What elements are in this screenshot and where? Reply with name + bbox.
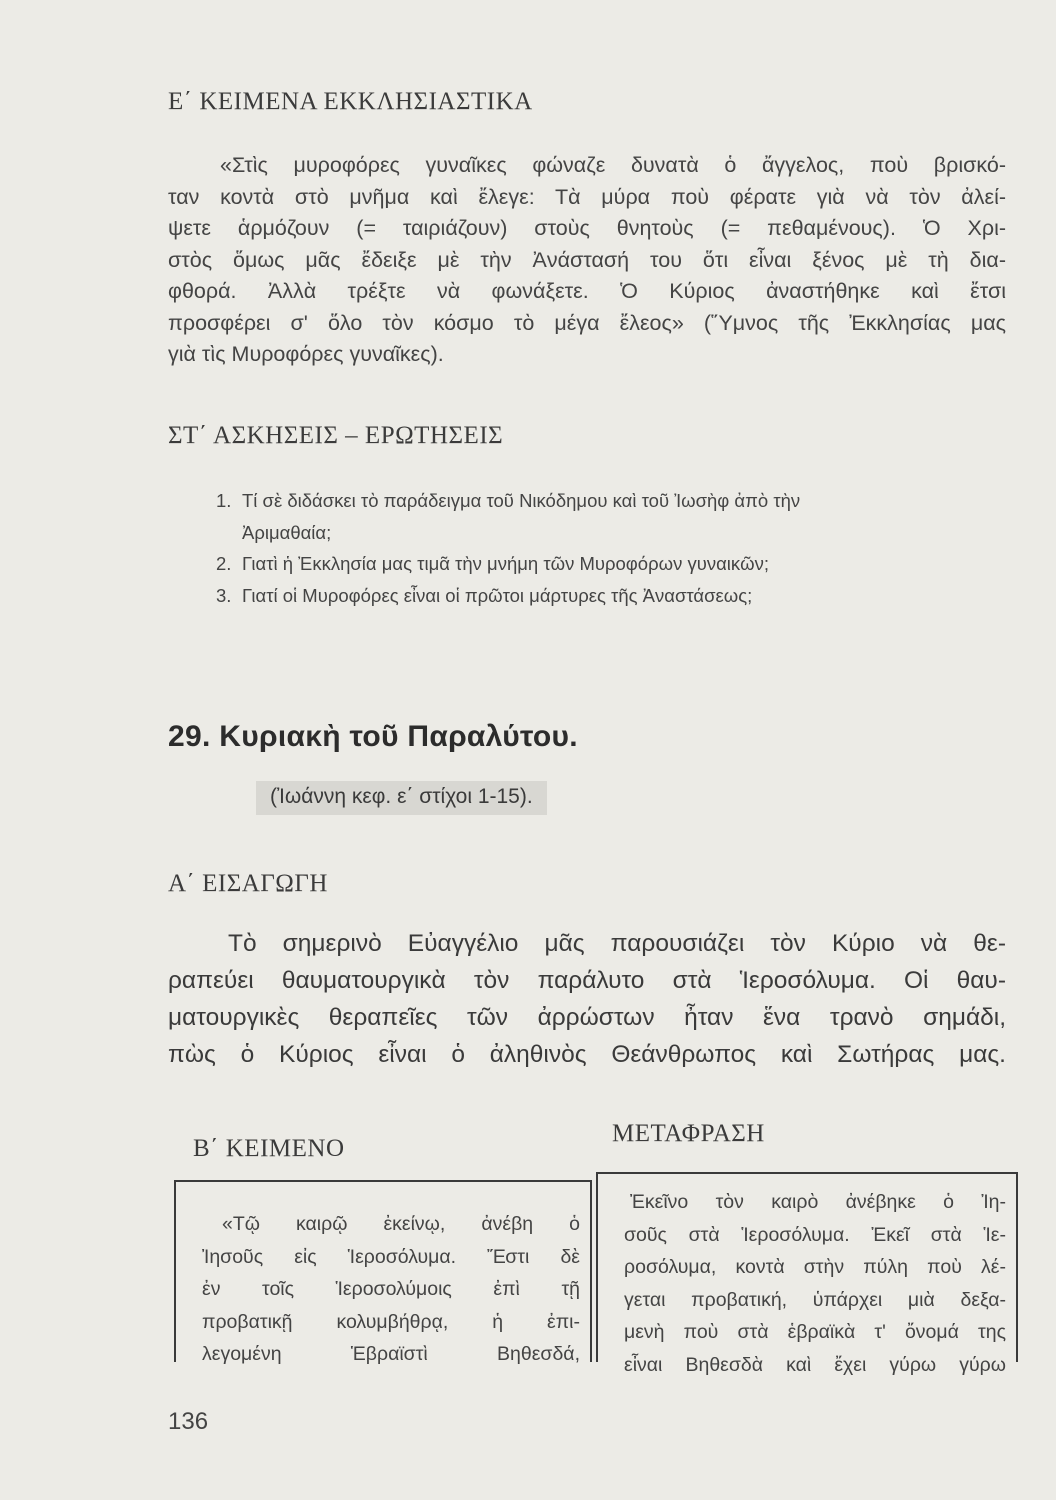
paragraph-line: γιὰ τὶς Μυροφόρες γυναῖκες).: [168, 342, 444, 366]
chapter-title: 29. Κυριακὴ τοῦ Παραλύτου.: [168, 720, 578, 753]
translation-text-box: [596, 1172, 1018, 1376]
section-e-heading: Ε΄ ΚΕΙΜΕΝΑ ΕΚΚΛΗΣΙΑΣΤΙΚΑ: [168, 88, 533, 115]
section-st-heading: ΣΤ΄ ΑΣΚΗΣΕΙΣ – ΕΡΩΤΗΣΕΙΣ: [168, 422, 504, 449]
translation-line: σοῦς στὰ Ἱεροσόλυμα. Ἐκεῖ στὰ Ἱε-: [624, 1223, 1006, 1246]
intro-line: ραπεύει θαυματουργικὰ τὸν παράλυτο στὰ Ἱεροσόλυμα. Οἱ θαυ-: [168, 967, 1006, 994]
question-text: Ἀριμαθαία;: [242, 521, 332, 543]
original-line: Ἰησοῦς εἰς Ἱεροσόλυμα. Ἔστι δὲ: [202, 1245, 580, 1268]
paragraph-line: «Στὶς μυροφόρες γυναῖκες φώναζε δυνατὰ ὁ ἄγγελος, ποὺ βρισκό-: [220, 153, 1006, 177]
question-text: Τί σὲ διδάσκει τὸ παράδειγμα τοῦ Νικόδημου καὶ τοῦ Ἰωσὴφ ἀπὸ τὴν: [242, 490, 801, 511]
translation-line: εἶναι Βηθεσδὰ καὶ ἔχει γύρω γύρω: [624, 1353, 1006, 1376]
section-a-paragraph: [168, 925, 1006, 1073]
scripture-reference: (Ἰωάννη κεφ. ε΄ στίχοι 1-15).: [256, 781, 547, 815]
translation-text: [598, 1174, 1016, 1381]
intro-line: Τὸ σημερινὸ Εὐαγγέλιο μᾶς παρουσιάζει τὸν Κύριο νὰ θε-: [228, 930, 1006, 957]
question-number: 3.: [216, 584, 232, 606]
translation-line: ροσόλυμα, κοντὰ στὴν πύλη ποὺ λέ-: [624, 1256, 1006, 1278]
original-text: [176, 1182, 590, 1371]
translation-line: Ἐκεῖνο τὸν καιρὸ ἀνέβηκε ὁ Ἰη-: [630, 1191, 1006, 1213]
question-item-continuation: [216, 517, 1006, 549]
question-item: [216, 548, 1006, 580]
translation-heading: ΜΕΤΑΦΡΑΣΗ: [612, 1120, 765, 1147]
question-item: [216, 485, 1006, 517]
intro-line: πὼς ὁ Κύριος εἶναι ὁ ἀληθινὸς Θεάνθρωπος καὶ Σωτήρας μας.: [168, 1041, 1006, 1068]
paragraph-line: προσφέρει σ' ὅλο τὸν κόσμο τὸ μέγα ἔλεος» (Ὕμνος τῆς Ἐκκλησίας μας: [168, 310, 1006, 335]
questions-list: [216, 485, 1006, 611]
paragraph-line: φθορά. Ἀλλὰ τρέξτε νὰ φωνάξετε. Ὁ Κύριος ἀναστήθηκε καὶ ἔτσι: [168, 279, 1006, 303]
question-item: [216, 580, 1006, 612]
section-a-heading: Α΄ ΕΙΣΑΓΩΓΗ: [168, 870, 328, 897]
original-line: προβατικῇ κολυμβήθρᾳ, ἡ ἐπι-: [202, 1310, 580, 1333]
question-number: 1.: [216, 490, 232, 511]
paragraph-line: ψετε ἁρμόζουν (= ταιριάζουν) στοὺς θνητοὺς (= πεθαμένους). Ὁ Χρι-: [168, 216, 1006, 240]
original-text-box: [174, 1180, 592, 1365]
paragraph-line: στὸς ὅμως μᾶς ἔδειξε μὲ τὴν Ἀνάστασή του ὅτι εἶναι ξένος μὲ τὴ δια-: [168, 247, 1006, 272]
section-e-paragraph: [168, 150, 1006, 371]
question-text: Γιατί οἱ Μυροφόρες εἶναι οἱ πρῶτοι μάρτυρες τῆς Ἀναστάσεως;: [242, 584, 753, 606]
question-number: 2.: [216, 553, 232, 574]
paragraph-line: ταν κοντὰ στὸ μνῆμα καὶ ἔλεγε: Τὰ μύρα ποὺ φέρατε γιὰ νὰ τὸν ἀλεί-: [168, 184, 1006, 209]
translation-line: γεται προβατική, ὑπάρχει μιὰ δεξα-: [624, 1288, 1006, 1311]
intro-line: ματουργικὲς θεραπεῖες τῶν ἀρρώστων ἦταν ἕνα τρανὸ σημάδι,: [168, 1004, 1006, 1031]
original-line: «Τῷ καιρῷ ἐκείνῳ, ἀνέβη ὁ: [222, 1213, 580, 1235]
section-b-heading: Β΄ ΚΕΙΜΕΝΟ: [193, 1135, 345, 1162]
page-number: 136: [168, 1408, 209, 1435]
question-text: Γιατὶ ἡ Ἐκκλησία μας τιμᾶ τὴν μνήμη τῶν Μυροφόρων γυναικῶν;: [242, 553, 769, 574]
original-line: λεγομένη Ἑβραϊστὶ Βηθεσδά,: [202, 1343, 580, 1365]
original-line: ἐν τοῖς Ἱεροσολύμοις ἐπὶ τῇ: [202, 1278, 580, 1300]
translation-line: μενὴ ποὺ στὰ ἑβραϊκὰ τ' ὄνομά της: [624, 1321, 1006, 1343]
